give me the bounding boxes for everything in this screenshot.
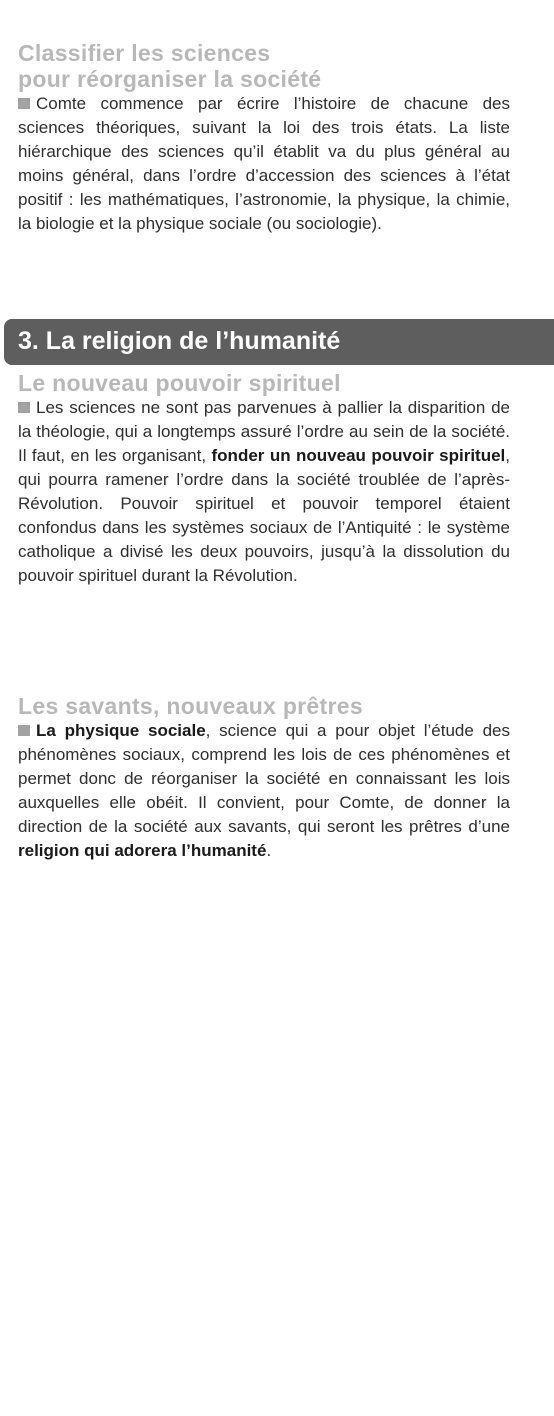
emphasis-pouvoir-spirituel: fonder un nouveau pouvoir spirituel xyxy=(211,446,506,465)
section-savants-pretres xyxy=(18,693,510,863)
heading-pouvoir-spirituel: Le nouveau pouvoir spirituel xyxy=(18,370,341,396)
section-pouvoir-spirituel xyxy=(18,370,510,588)
paragraph-classifier-text: Comte commence par écrire l’histoire de chacune des sciences théoriques, suivant la loi des trois états. La liste hiérarchique des sciences qu’il établit va du plus général au moins général, dans l’ordre d’accession des sciences à l’état positif : les mathématiques, l’astronomie, la physique, la chimie, la biologie et la physique sociale (ou sociologie). xyxy=(18,94,510,233)
square-bullet-icon xyxy=(18,402,30,413)
paragraph-savants-text-2: . xyxy=(266,841,272,860)
section-classifier xyxy=(18,40,510,236)
paragraph-savants-pretres xyxy=(18,719,510,863)
heading-classifier-line2: pour réorganiser la société xyxy=(18,66,322,92)
emphasis-religion-humanite: religion qui adorera l’humanité xyxy=(18,841,267,860)
paragraph-pouvoir-text-1: Les sciences ne sont pas parvenues à pallier la disparition de la théologie, qui a longtemps assuré l’ordre au sein de la société. Il faut, en les organisant, xyxy=(18,398,510,465)
paragraph-pouvoir-spirituel xyxy=(18,396,510,588)
section-header-bar xyxy=(4,319,554,365)
emphasis-physique-sociale: La physique sociale xyxy=(36,721,206,740)
square-bullet-icon xyxy=(18,98,30,109)
heading-classifier-line1: Classifier les sciences xyxy=(18,40,271,66)
square-bullet-icon xyxy=(18,725,30,736)
paragraph-pouvoir-text-2: , qui pourra ramener l’ordre dans la société troublée de l’après-Révolution. Pouvoir spirituel et pouvoir temporel étaient confondus dans les systèmes sociaux de l’Antiquité : le système catholique a divisé les deux pouvoirs, jusqu’à la dissolution du pouvoir spirituel durant la Révolution. xyxy=(18,446,510,585)
heading-savants-pretres: Les savants, nouveaux prêtres xyxy=(18,693,363,719)
heading-classifier xyxy=(18,40,510,92)
paragraph-savants-text-1: , science qui a pour objet l’étude des phénomènes sociaux, comprend les lois de ces phénomènes et permet donc de réorganiser la société en connaissant les lois auxquelles elle obéit. Il convient, pour Comte, de donner la direction de la société aux savants, qui seront les prêtres d’une xyxy=(18,721,510,836)
paragraph-classifier xyxy=(18,92,510,236)
section-title: 3. La religion de l’humanité xyxy=(18,327,341,355)
